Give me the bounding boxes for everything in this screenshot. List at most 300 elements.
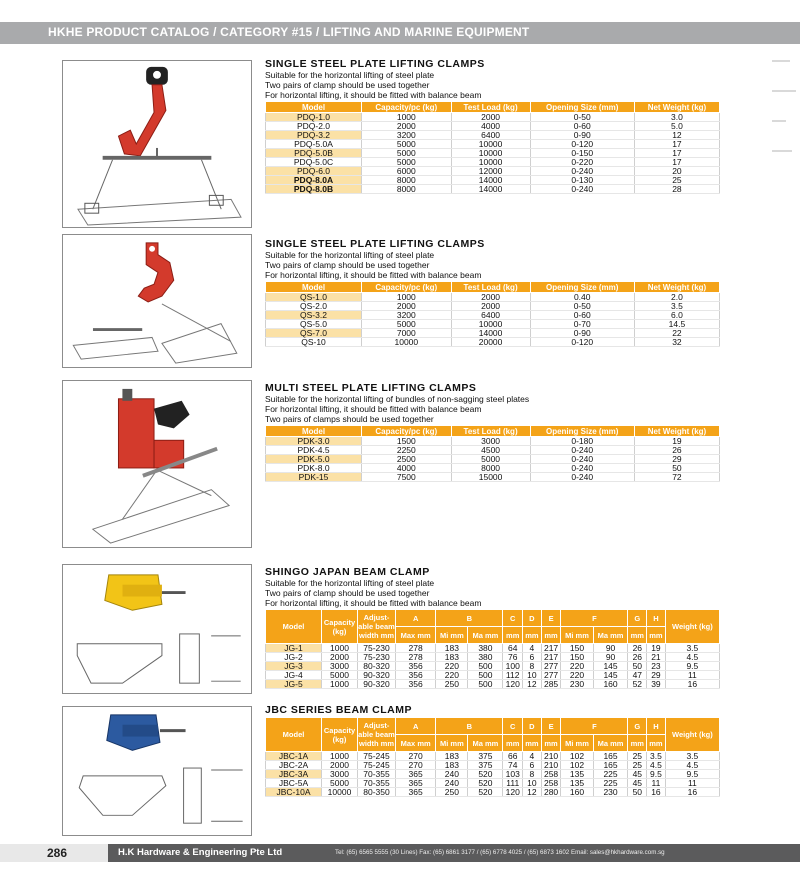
value-cell: 0-120 (530, 338, 634, 347)
value-cell: 365 (396, 788, 436, 797)
value-cell: 0-240 (530, 473, 634, 482)
value-cell: 8000 (362, 176, 452, 185)
pdq-clamp-image (62, 60, 252, 228)
value-cell: 356 (396, 662, 436, 671)
value-cell: 1000 (362, 293, 452, 302)
spec-table (265, 281, 720, 347)
value-cell: 1500 (362, 437, 452, 446)
value-cell: 0-240 (530, 464, 634, 473)
value-cell: 270 (396, 752, 436, 761)
value-cell: 3.5 (665, 644, 719, 653)
value-cell: 4.5 (647, 761, 666, 770)
value-cell: 12 (634, 131, 719, 140)
value-cell: 10000 (451, 149, 530, 158)
page-title: HKHE PRODUCT CATALOG / CATEGORY #15 / LIFTING AND MARINE EQUIPMENT (48, 25, 530, 39)
value-cell: 90-320 (358, 680, 396, 689)
model-cell: PDQ-5.0C (266, 158, 362, 167)
value-cell: 9.5 (665, 770, 719, 779)
value-cell: 6000 (362, 167, 452, 176)
value-cell: 4500 (451, 446, 530, 455)
model-cell: QS-2.0 (266, 302, 362, 311)
col-capacity: Capacity (kg) (322, 718, 358, 752)
sub-mm: mm (628, 627, 647, 644)
value-cell: 29 (634, 455, 719, 464)
value-cell: 39 (647, 680, 666, 689)
model-cell: JG-5 (266, 680, 322, 689)
value-cell: 10000 (362, 338, 452, 347)
section-desc: Two pairs of clamps should be used together (265, 414, 434, 424)
sub-ma: Ma mm (593, 627, 628, 644)
sub-mi: Mi mm (561, 735, 593, 752)
table-row (266, 680, 720, 689)
value-cell: 32 (634, 338, 719, 347)
pdk-clamp-image (62, 380, 252, 548)
model-cell: PDQ-1.0 (266, 113, 362, 122)
value-cell: 3200 (362, 131, 452, 140)
value-cell: 277 (541, 671, 561, 680)
section-jbc (265, 704, 720, 797)
sub-mm: mm (628, 735, 647, 752)
pdk-clamp-illustration (63, 381, 251, 547)
sub-mi: Mi mm (436, 735, 468, 752)
sub-mm: mm (541, 735, 561, 752)
value-cell: 50 (628, 662, 647, 671)
value-cell: 11 (665, 779, 719, 788)
value-cell: 75-230 (358, 644, 396, 653)
value-cell: 183 (436, 644, 468, 653)
section-desc: Two pairs of clamp should be used together (265, 260, 430, 270)
value-cell: 16 (665, 680, 719, 689)
value-cell: 90 (593, 644, 628, 653)
value-cell: 0-240 (530, 167, 634, 176)
value-cell: 520 (468, 779, 503, 788)
value-cell: 112 (503, 671, 523, 680)
value-cell: 220 (436, 671, 468, 680)
value-cell: 5000 (362, 140, 452, 149)
value-cell: 50 (628, 788, 647, 797)
contact-info: Tel: (65) 6565 5555 (30 Lines) Fax: (65) 6861 3177 / (65) 6778 4025 / (65) 6873 1602 Email: sales@hkhardware.com.sg (335, 849, 665, 856)
model-cell: QS-1.0 (266, 293, 362, 302)
value-cell: 380 (468, 653, 503, 662)
value-cell: 2000 (451, 293, 530, 302)
value-cell: 8 (523, 662, 542, 671)
value-cell: 16 (665, 788, 719, 797)
value-cell: 7500 (362, 473, 452, 482)
sub-mi: Mi mm (561, 627, 593, 644)
value-cell: 10000 (451, 158, 530, 167)
col-model: Model (266, 102, 362, 113)
sub-ma: Ma mm (593, 735, 628, 752)
value-cell: 4 (523, 644, 542, 653)
value-cell: 375 (468, 761, 503, 770)
sub-mm: mm (541, 627, 561, 644)
model-cell: JBC-10A (266, 788, 322, 797)
model-cell: PDK-8.0 (266, 464, 362, 473)
value-cell: 1000 (362, 113, 452, 122)
spec-table (265, 101, 720, 194)
section-desc: For horizontal lifting, it should be fitted with balance beam (265, 270, 482, 280)
sub-ma: Ma mm (468, 735, 503, 752)
value-cell: 7000 (362, 329, 452, 338)
value-cell: 0-60 (530, 122, 634, 131)
value-cell: 14000 (451, 329, 530, 338)
value-cell: 2000 (451, 302, 530, 311)
value-cell: 64 (503, 644, 523, 653)
value-cell: 5000 (451, 455, 530, 464)
value-cell: 4.5 (665, 653, 719, 662)
model-cell: QS-5.0 (266, 320, 362, 329)
value-cell: 50 (634, 464, 719, 473)
value-cell: 3.0 (634, 113, 719, 122)
value-cell: 26 (628, 653, 647, 662)
sub-ma: Ma mm (468, 627, 503, 644)
value-cell: 28 (634, 185, 719, 194)
value-cell: 19 (634, 437, 719, 446)
value-cell: 145 (593, 671, 628, 680)
sub-mm: mm (647, 735, 666, 752)
value-cell: 14.5 (634, 320, 719, 329)
page-number: 286 (0, 844, 108, 862)
value-cell: 258 (541, 770, 561, 779)
page-header (0, 0, 800, 44)
value-cell: 47 (628, 671, 647, 680)
spec-table (265, 425, 720, 482)
value-cell: 2.0 (634, 293, 719, 302)
value-cell: 6 (523, 653, 542, 662)
value-cell: 52 (628, 680, 647, 689)
col-capacity: Capacity/pc (kg) (362, 102, 452, 113)
value-cell: 6400 (451, 131, 530, 140)
value-cell: 5000 (322, 671, 358, 680)
page-edge-decoration (762, 0, 800, 844)
col-weight: Net Weight (kg) (634, 282, 719, 293)
value-cell: 0-70 (530, 320, 634, 329)
value-cell: 17 (634, 158, 719, 167)
value-cell: 183 (436, 653, 468, 662)
value-cell: 2250 (362, 446, 452, 455)
value-cell: 90-320 (358, 671, 396, 680)
value-cell: 520 (468, 770, 503, 779)
section-pdq (265, 58, 720, 194)
col-a: A (396, 610, 436, 627)
table-row (266, 338, 720, 347)
value-cell: 72 (634, 473, 719, 482)
value-cell: 100 (503, 662, 523, 671)
table-row (266, 788, 720, 797)
value-cell: 2000 (451, 113, 530, 122)
value-cell: 6400 (451, 311, 530, 320)
value-cell: 10000 (451, 320, 530, 329)
section-pdk (265, 382, 720, 482)
value-cell: 3000 (322, 662, 358, 671)
model-cell: JG-2 (266, 653, 322, 662)
sub-mm: mm (523, 627, 542, 644)
value-cell: 75-230 (358, 653, 396, 662)
value-cell: 25 (628, 761, 647, 770)
value-cell: 75-245 (358, 752, 396, 761)
section-title: JBC SERIES BEAM CLAMP (265, 704, 413, 716)
value-cell: 500 (468, 671, 503, 680)
value-cell: 0-240 (530, 185, 634, 194)
section-title: SHINGO JAPAN BEAM CLAMP (265, 566, 430, 578)
value-cell: 5000 (322, 779, 358, 788)
value-cell: 225 (593, 779, 628, 788)
value-cell: 217 (541, 644, 561, 653)
value-cell: 102 (561, 761, 593, 770)
sub-mm: mm (523, 735, 542, 752)
value-cell: 225 (593, 770, 628, 779)
value-cell: 230 (593, 788, 628, 797)
model-cell: PDK-3.0 (266, 437, 362, 446)
col-weight: Net Weight (kg) (634, 426, 719, 437)
value-cell: 1000 (322, 680, 358, 689)
value-cell: 0-90 (530, 329, 634, 338)
model-cell: PDQ-8.0B (266, 185, 362, 194)
section-desc: Two pairs of clamp should be used together (265, 588, 430, 598)
value-cell: 25 (628, 752, 647, 761)
col-capacity: Capacity/pc (kg) (362, 426, 452, 437)
value-cell: 0-50 (530, 113, 634, 122)
section-desc: Suitable for the horizontal lifting of steel plate (265, 250, 435, 260)
value-cell: 2000 (362, 122, 452, 131)
value-cell: 22 (634, 329, 719, 338)
value-cell: 10000 (322, 788, 358, 797)
value-cell: 250 (436, 680, 468, 689)
value-cell: 3.5 (665, 752, 719, 761)
value-cell: 165 (593, 761, 628, 770)
value-cell: 5000 (362, 149, 452, 158)
sub-mm: mm (503, 735, 523, 752)
value-cell: 160 (561, 788, 593, 797)
model-cell: PDK-5.0 (266, 455, 362, 464)
jbc-beam-clamp-illustration (63, 707, 251, 835)
pdq-clamp-illustration (63, 61, 251, 227)
value-cell: 285 (541, 680, 561, 689)
value-cell: 0-180 (530, 437, 634, 446)
value-cell: 1000 (322, 752, 358, 761)
value-cell: 12 (523, 788, 542, 797)
value-cell: 250 (436, 788, 468, 797)
value-cell: 4.5 (665, 761, 719, 770)
model-cell: PDQ-5.0B (266, 149, 362, 158)
page-footer (0, 844, 800, 862)
value-cell: 210 (541, 761, 561, 770)
value-cell: 135 (561, 770, 593, 779)
value-cell: 102 (561, 752, 593, 761)
col-capacity: Capacity (kg) (322, 610, 358, 644)
model-cell: PDQ-3.2 (266, 131, 362, 140)
value-cell: 45 (628, 779, 647, 788)
value-cell: 0-50 (530, 302, 634, 311)
col-f: F (561, 718, 628, 735)
section-title: SINGLE STEEL PLATE LIFTING CLAMPS (265, 58, 485, 70)
section-desc: For horizontal lifting, it should be fitted with balance beam (265, 598, 482, 608)
value-cell: 0-130 (530, 176, 634, 185)
company-name: H.K Hardware & Engineering Pte Ltd (118, 847, 283, 858)
value-cell: 0-60 (530, 311, 634, 320)
value-cell: 258 (541, 779, 561, 788)
value-cell: 160 (593, 680, 628, 689)
section-jg (265, 566, 720, 689)
col-e: E (541, 718, 561, 735)
value-cell: 3.5 (634, 302, 719, 311)
col-g: G (628, 718, 647, 735)
value-cell: 21 (647, 653, 666, 662)
value-cell: 111 (503, 779, 523, 788)
value-cell: 217 (541, 653, 561, 662)
col-model: Model (266, 282, 362, 293)
col-b: B (436, 718, 503, 735)
value-cell: 17 (634, 140, 719, 149)
model-cell: JG-1 (266, 644, 322, 653)
value-cell: 0-120 (530, 140, 634, 149)
col-weight: Net Weight (kg) (634, 102, 719, 113)
col-weight: Weight (kg) (665, 718, 719, 752)
value-cell: 20000 (451, 338, 530, 347)
value-cell: 76 (503, 653, 523, 662)
model-cell: QS-10 (266, 338, 362, 347)
value-cell: 103 (503, 770, 523, 779)
col-g: G (628, 610, 647, 627)
model-cell: QS-3.2 (266, 311, 362, 320)
value-cell: 8 (523, 770, 542, 779)
beam-spec-table (265, 717, 720, 797)
col-c: C (503, 718, 523, 735)
value-cell: 270 (396, 761, 436, 770)
value-cell: 19 (647, 644, 666, 653)
value-cell: 80-320 (358, 662, 396, 671)
value-cell: 20 (634, 167, 719, 176)
beam-spec-table (265, 609, 720, 689)
value-cell: 183 (436, 752, 468, 761)
sub-max: Max mm (396, 627, 436, 644)
value-cell: 2000 (322, 653, 358, 662)
col-model: Model (266, 426, 362, 437)
value-cell: 23 (647, 662, 666, 671)
value-cell: 365 (396, 779, 436, 788)
model-cell: PDQ-2.0 (266, 122, 362, 131)
model-cell: JG-4 (266, 671, 322, 680)
section-qs (265, 238, 720, 347)
value-cell: 66 (503, 752, 523, 761)
value-cell: 120 (503, 788, 523, 797)
value-cell: 11 (647, 779, 666, 788)
model-cell: JBC-3A (266, 770, 322, 779)
col-model: Model (266, 718, 322, 752)
col-test-load: Test Load (kg) (451, 426, 530, 437)
col-beam-width: Adjust-able beam width mm (358, 718, 396, 752)
value-cell: 356 (396, 671, 436, 680)
value-cell: 230 (561, 680, 593, 689)
value-cell: 365 (396, 770, 436, 779)
value-cell: 12 (523, 680, 542, 689)
model-cell: JBC-5A (266, 779, 322, 788)
model-cell: JG-3 (266, 662, 322, 671)
value-cell: 150 (561, 653, 593, 662)
value-cell: 9.5 (665, 662, 719, 671)
value-cell: 220 (561, 662, 593, 671)
value-cell: 3000 (322, 770, 358, 779)
value-cell: 70-355 (358, 770, 396, 779)
model-cell: QS-7.0 (266, 329, 362, 338)
value-cell: 29 (647, 671, 666, 680)
col-model: Model (266, 610, 322, 644)
value-cell: 210 (541, 752, 561, 761)
value-cell: 10000 (451, 140, 530, 149)
section-title: MULTI STEEL PLATE LIFTING CLAMPS (265, 382, 477, 394)
value-cell: 4000 (451, 122, 530, 131)
value-cell: 375 (468, 752, 503, 761)
col-opening: Opening Size (mm) (530, 426, 634, 437)
col-opening: Opening Size (mm) (530, 102, 634, 113)
col-h: H (647, 718, 666, 735)
value-cell: 2000 (322, 761, 358, 770)
col-capacity: Capacity/pc (kg) (362, 282, 452, 293)
model-cell: JBC-1A (266, 752, 322, 761)
value-cell: 5.0 (634, 122, 719, 131)
col-a: A (396, 718, 436, 735)
model-cell: PDQ-8.0A (266, 176, 362, 185)
value-cell: 240 (436, 779, 468, 788)
col-h: H (647, 610, 666, 627)
model-cell: PDQ-5.0A (266, 140, 362, 149)
section-desc: For horizontal lifting, it should be fitted with balance beam (265, 404, 482, 414)
sub-mm: mm (647, 627, 666, 644)
sub-mi: Mi mm (436, 627, 468, 644)
value-cell: 0.40 (530, 293, 634, 302)
qs-clamp-image (62, 234, 252, 368)
value-cell: 120 (503, 680, 523, 689)
value-cell: 520 (468, 788, 503, 797)
value-cell: 240 (436, 770, 468, 779)
model-cell: PDQ-6.0 (266, 167, 362, 176)
table-row (266, 185, 720, 194)
col-d: D (523, 610, 542, 627)
col-test-load: Test Load (kg) (451, 282, 530, 293)
section-desc: Suitable for the horizontal lifting of bundles of non-sagging steel plates (265, 394, 530, 404)
value-cell: 26 (628, 644, 647, 653)
value-cell: 6.0 (634, 311, 719, 320)
value-cell: 165 (593, 752, 628, 761)
value-cell: 0-150 (530, 149, 634, 158)
value-cell: 4000 (362, 464, 452, 473)
value-cell: 0-90 (530, 131, 634, 140)
value-cell: 90 (593, 653, 628, 662)
value-cell: 3000 (451, 437, 530, 446)
value-cell: 80-350 (358, 788, 396, 797)
col-test-load: Test Load (kg) (451, 102, 530, 113)
sub-mm: mm (503, 627, 523, 644)
jbc-beam-clamp-image (62, 706, 252, 836)
value-cell: 2000 (362, 302, 452, 311)
value-cell: 500 (468, 680, 503, 689)
value-cell: 145 (593, 662, 628, 671)
value-cell: 183 (436, 761, 468, 770)
value-cell: 1000 (322, 644, 358, 653)
value-cell: 8000 (451, 464, 530, 473)
qs-clamp-illustration (63, 235, 251, 367)
col-opening: Opening Size (mm) (530, 282, 634, 293)
section-desc: Suitable for the horizontal lifting of steel plate (265, 70, 435, 80)
section-desc: Two pairs of clamp should be used together (265, 80, 430, 90)
col-f: F (561, 610, 628, 627)
col-beam-width: Adjust-able beam width mm (358, 610, 396, 644)
col-d: D (523, 718, 542, 735)
value-cell: 278 (396, 653, 436, 662)
value-cell: 278 (396, 644, 436, 653)
value-cell: 8000 (362, 185, 452, 194)
value-cell: 380 (468, 644, 503, 653)
